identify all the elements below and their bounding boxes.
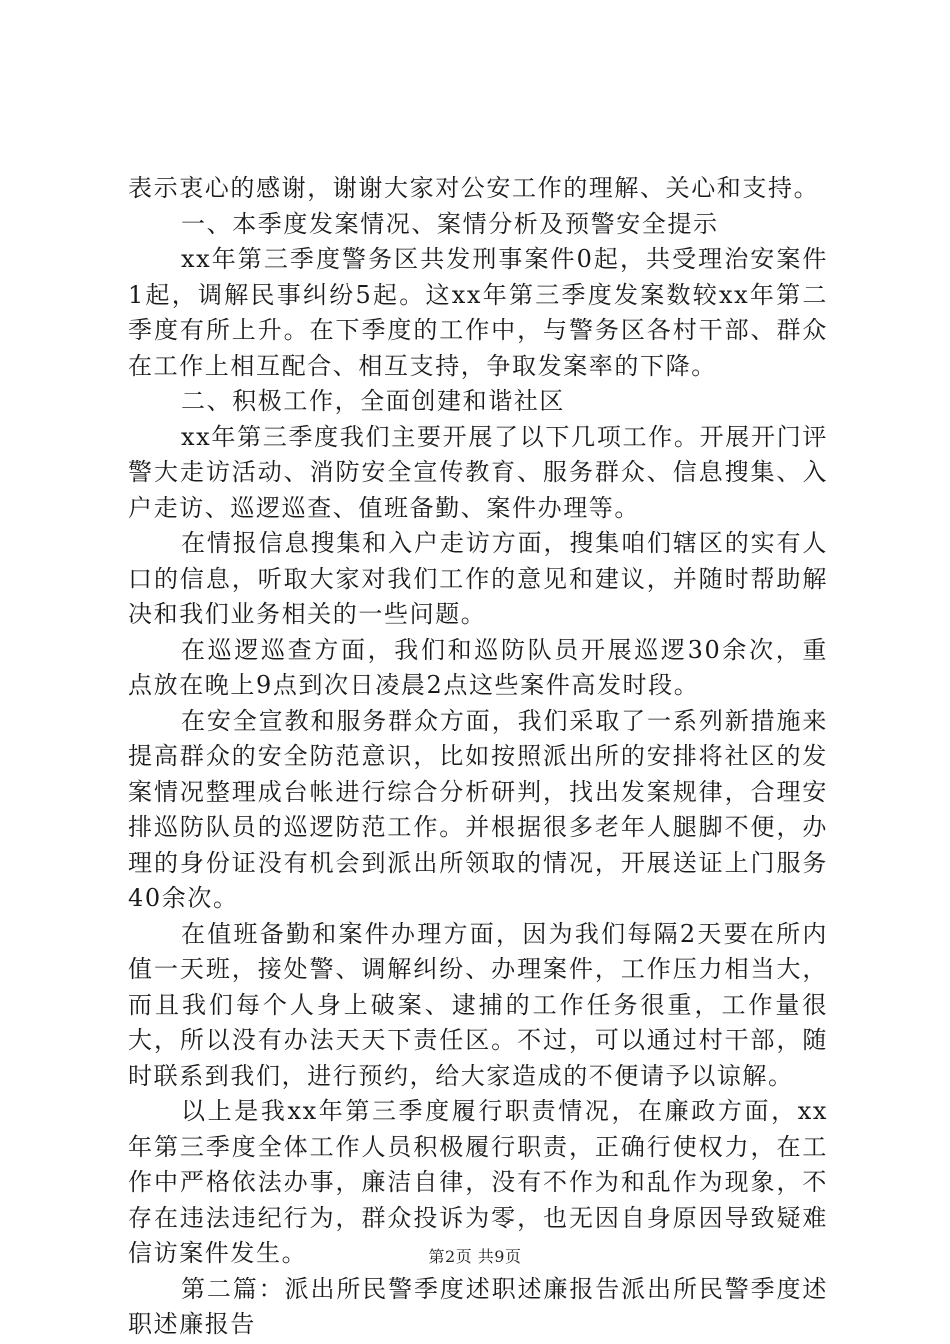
paragraph-work-overview: xx年第三季度我们主要开展了以下几项工作。开展开门评警大走访活动、消防安全宣传教育、服务群众、信息搜集、入户走访、巡逻巡查、值班备勤、案件办理等。 (128, 422, 828, 522)
document-body (128, 171, 828, 1343)
paragraph-safety-education: 在安全宣教和服务群众方面，我们采取了一系列新措施来提高群众的安全防范意识，比如按照派出所的安排将社区的发案情况整理成台帐进行综合分析研判，找出发案规律，合理安排巡防队员的巡逻防范工作。并根据很多老年人腿脚不便，办理的身份证没有机会到派出所领取的情况，开展送证上门服务40余次。 (128, 706, 828, 912)
paragraph-duty-case-handling: 在值班备勤和案件办理方面，因为我们每隔2天要在所内值一天班，接处警、调解纠纷、办理案件，工作压力相当大，而且我们每个人身上破案、逮捕的工作任务很重，工作量很大，所以没有办法天天下责任区。不过，可以通过村干部，随时联系到我们，进行预约，给大家造成的不便请予以谅解。 (128, 919, 828, 1090)
paragraph-information-visits: 在情报信息搜集和入户走访方面，搜集咱们辖区的实有人口的信息，听取大家对我们工作的意见和建议，并随时帮助解决和我们业务相关的一些问题。 (128, 529, 828, 628)
section-heading-part-two: 第二篇：派出所民警季度述职述廉报告派出所民警季度述职述廉报告 (128, 1274, 828, 1338)
page-number-footer: 第2页 共9页 (428, 1247, 522, 1266)
section-heading-case-analysis: 一、本季度发案情况、案情分析及预警安全提示 (181, 209, 719, 238)
paragraph-patrol: 在巡逻巡查方面，我们和巡防队员开展巡逻30余次，重点放在晚上9点到次日凌晨2点这些案件高发时段。 (128, 635, 828, 699)
section-heading-harmonious-community: 二、积极工作，全面创建和谐社区 (181, 387, 565, 415)
paragraph-integrity-summary: 以上是我xx年第三季度履行职责情况，在廉政方面，xx年第三季度全体工作人员积极履行职责，正确行使权力，在工作中严格依法办事，廉洁自律，没有不作为和乱作为现象，不存在违法违纪行为，群众投诉为零，也无因自身原因导致疑难信访案件发生。 (128, 1097, 828, 1267)
paragraph-closing-thanks: 表示衷心的感谢，谢谢大家对公安工作的理解、关心和支持。 (128, 174, 820, 202)
paragraph-case-statistics: xx年第三季度警务区共发刑事案件0起，共受理治安案件1起，调解民事纠纷5起。这xx年第三季度发案数较xx年第二季度有所上升。在下季度的工作中，与警务区各村干部、群众在工作上相互配合、相互支持，争取发案率的下降。 (128, 245, 828, 380)
